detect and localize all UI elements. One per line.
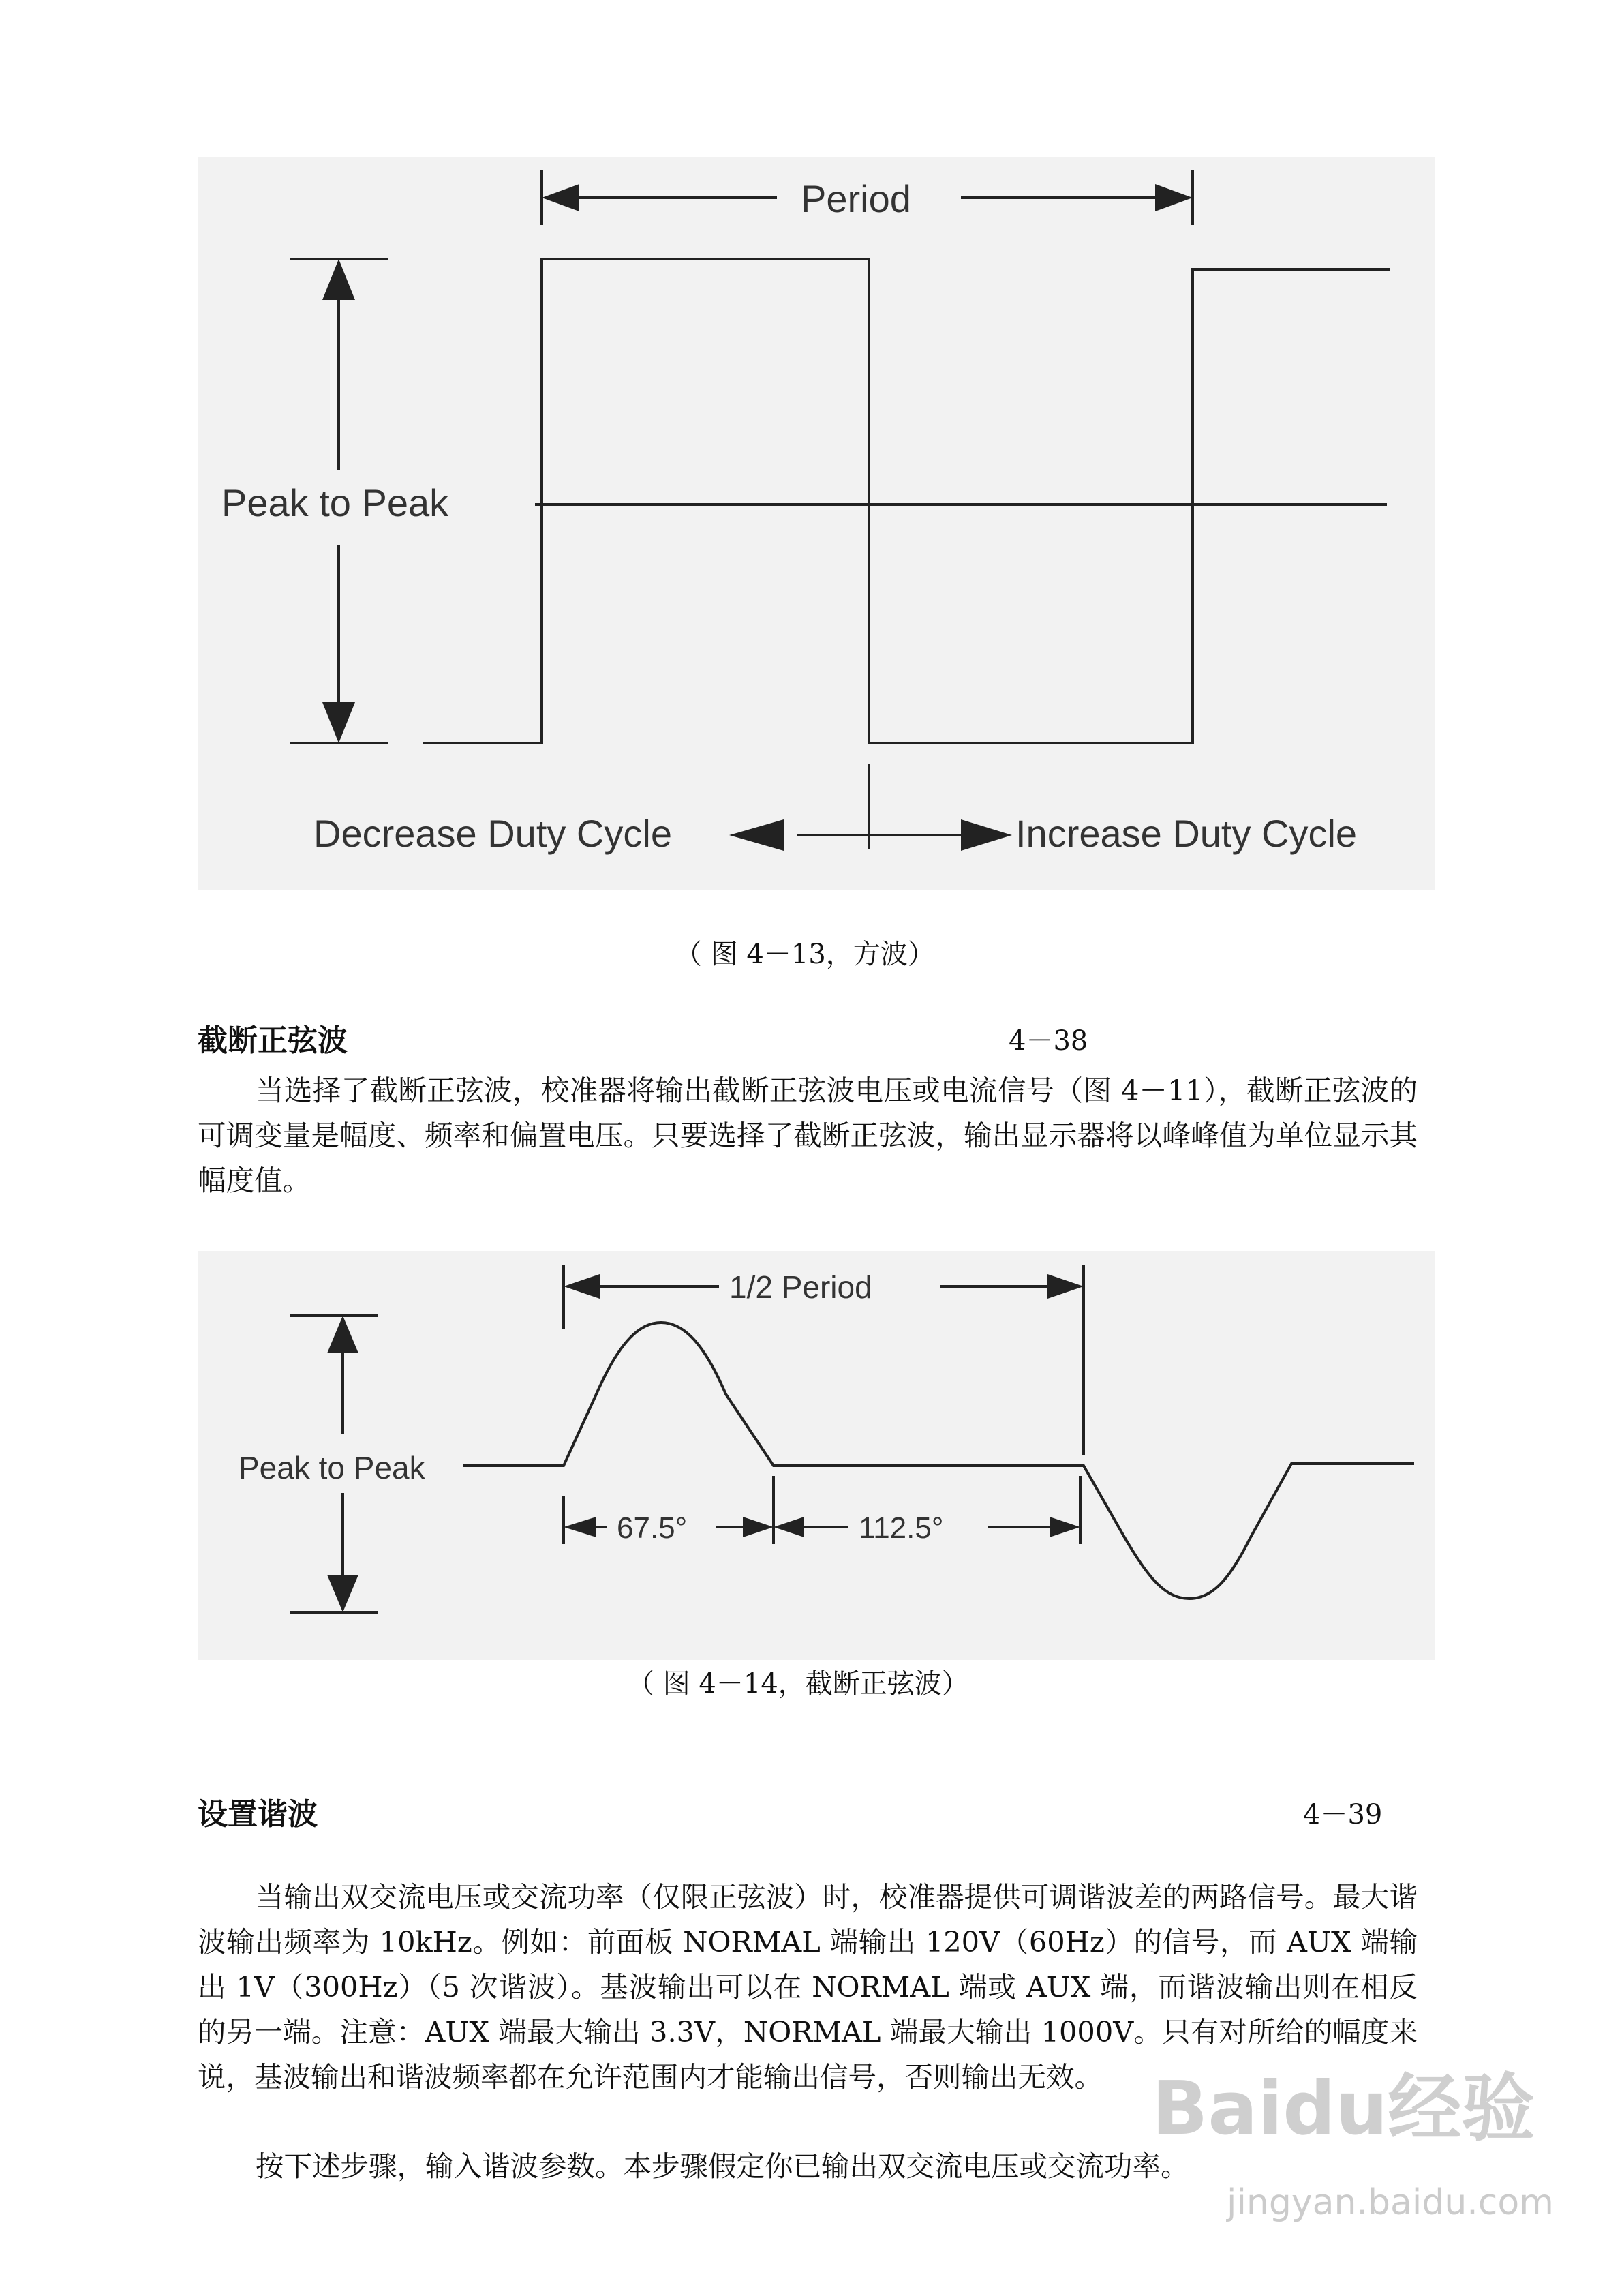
increase-duty-cycle-label: Increase Duty Cycle (1015, 812, 1358, 855)
period-arrowhead-left (542, 184, 579, 211)
figure-4-14-caption: （ 图 4－14，截断正弦波） (627, 1668, 969, 1700)
section-title-truncated-sine: 截断正弦波 (198, 1023, 348, 1058)
section-number-4-38: 4－38 (1009, 1025, 1088, 1057)
angle-112-5-label: 112.5° (859, 1511, 944, 1545)
baidu-watermark-url: jingyan.baidu.com (1227, 2182, 1554, 2223)
angle-67-5-label: 67.5° (617, 1511, 688, 1545)
figure-4-13-caption: （ 图 4－13，方波） (675, 939, 935, 970)
square-waveform (423, 259, 1390, 743)
decrease-arrowhead (729, 819, 784, 851)
period-label: Period (801, 177, 911, 220)
section-number-4-39: 4－39 (1303, 1799, 1383, 1830)
truncated-sine-figure (198, 1251, 1435, 1660)
paragraph-truncated-sine: 当选择了截断正弦波，校准器将输出截断正弦波电压或电流信号（图 4－11），截断正弦波的可调变量是幅度、频率和偏置电压。只要选择了截断正弦波，输出显示器将以峰峰值为单位显示其幅度值。 (198, 1074, 1418, 1197)
peak-arrowhead-down (322, 702, 355, 743)
paragraph-harmonics-2: 按下述步骤，输入谐波参数。本步骤假定你已输出双交流电压或交流功率。 (256, 2149, 1189, 2183)
increase-arrowhead (961, 819, 1012, 851)
half-period-label: 1/2 Period (729, 1269, 872, 1305)
decrease-duty-cycle-label: Decrease Duty Cycle (313, 812, 672, 855)
baidu-watermark-logo: Baidu经验 (1152, 2066, 1535, 2151)
section-title-harmonics: 设置谐波 (198, 1797, 318, 1832)
peak-to-peak-label: Peak to Peak (221, 481, 449, 524)
paragraph-harmonics-1: 当输出双交流电压或交流功率（仅限正弦波）时，校准器提供可调谐波差的两路信号。最大谐波输出频率为 10kHz。例如：前面板 NORMAL 端输出 120V（60Hz）的信号，而 AUX 端输出 1V（300Hz）（5 次谐波）。基波输出可以在 NORMAL 端或 AUX 端，而谐波输出则在相反的另一端。注意：AUX 端最大输出 3.3V，NORMAL 端最大输出 1000V。只有对所给的幅度来说，基波输出和谐波频率都在允许范围内才能输出信号，否则输出无效。 (198, 1880, 1418, 2094)
truncated-sine-waveform (463, 1323, 1414, 1599)
peak-to-peak-label-2: Peak to Peak (239, 1450, 425, 1485)
square-wave-figure (198, 157, 1435, 890)
period-arrowhead-right (1155, 184, 1193, 211)
peak-arrowhead-up (322, 259, 355, 300)
